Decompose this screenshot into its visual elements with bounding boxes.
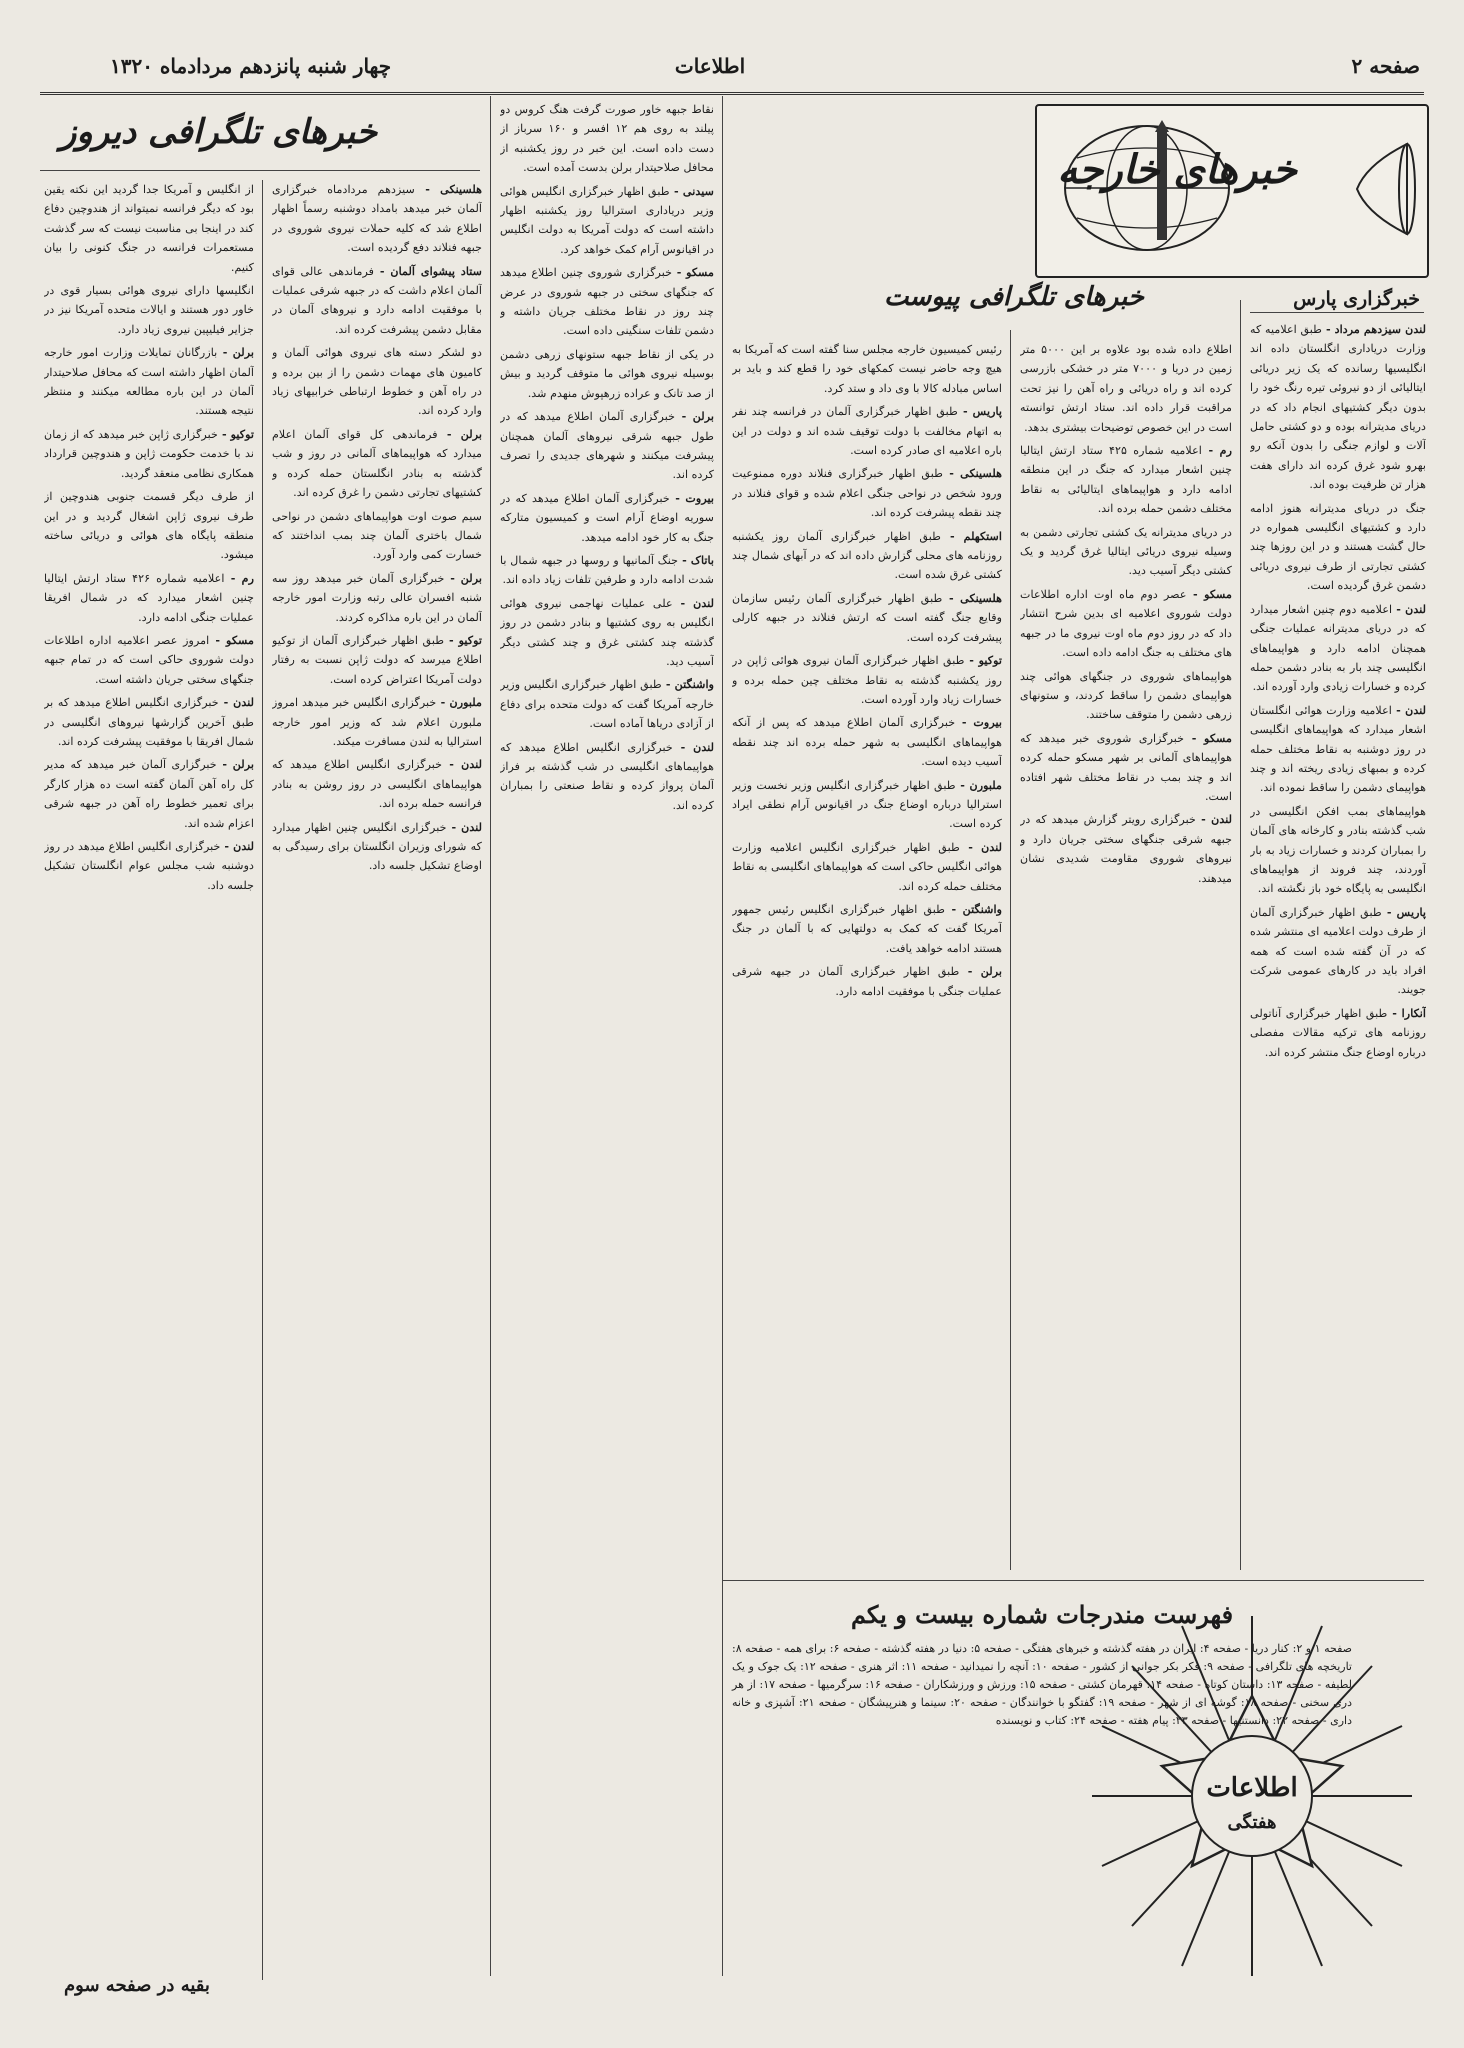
news-text: جنگ در دریای مدیترانه هنوز ادامه دارد و کشتیهای انگلیسی همواره در حال گشت هستند و در این روزها چند کشتی تجارتی از طرف نیروی دریائی دشمن غرق گردیده است.: [1250, 501, 1426, 593]
news-text: خبرگزاری انگلیس اطلاع میدهد که بر طبق آخرین گزارشها نیروهای انگلیسی در شمال افریقا با موفقیت پیشرفت کرده اند.: [44, 696, 254, 748]
news-dateline: لندن -: [672, 739, 714, 754]
news-text: جنگ آلمانیها و روسها در جبهه شمال با شدت ادامه دارد و طرفین تلفات زیاد داده اند.: [500, 553, 714, 587]
news-text: خبرگزاری شوروی خبر میدهد که هواپیماهای آلمانی بر شهر مسکو حمله کرده اند و چند بمب در نقاط مختلف شهر افتاده است.: [1020, 731, 1232, 803]
news-item: [1250, 1004, 1426, 1062]
news-item: [272, 631, 482, 689]
news-text: اعلامیه وزارت هوائی انگلستان اشعار میدارد که هواپیماهای انگلیسی در روز دوشنبه به نقاط مختلف حمله کرده و بمبهای زیادی ریخته اند و چند هواپیمای دشمن را ساقط نموده اند.: [1250, 703, 1426, 795]
weekly-logo-line1: اطلاعات: [1206, 1773, 1298, 1803]
news-text: خبرگزاری ژاپن خبر میدهد که از زمان ند با خدمت حکومت ژاپن و هندوچین قرارداد همکاری نظامی منعقد گردید.: [44, 427, 254, 480]
toc-body: صفحه ۱ و ۲: کنار دریا - صفحه ۴: ایران در هفته گذشته و خبرهای هفتگی - صفحه ۵: دنیا در هفته گذشته - صفحه ۶: برای همه - صفحه ۸: تاریخچه های تلگرافی - صفحه ۹: فکر بکر جوانی از کشور - صفحه ۱۰: آنچه را نمیدانید - صفحه ۱۱: اثر هنری - صفحه ۱۲: یک جوک و یک لطیفه - صفحه ۱۳: داستان کوتاه - صفحه ۱۴: قهرمان کشتی - صفحه ۱۵: ورزش و ورزشکاران - صفحه ۱۶: سرگرمیها - صفحه ۱۷: از هر دری سخنی - صفحه ۱۸: گوشه ای از شهر - صفحه ۱۹: گفتگو با خوانندگان - صفحه ۲۰: سینما و هنرپیشگان - صفحه ۲۱: آشپزی و خانه داری - صفحه ۲۲: دانستنیها - صفحه ۲۳: پیام هفته - صفحه ۲۴: کتاب و نویسنده: [732, 1642, 1353, 1727]
left-title-rule: [40, 170, 480, 171]
news-item: [732, 900, 1002, 958]
news-dateline: برلن -: [217, 345, 254, 360]
news-text: از انگلیس و آمریکا جدا گردید این نکته یقین بود که دیگر فرانسه نمیتواند از هندوچین دفاع کند در اینجا بی مناسبت نیست که سر گذشت مستعمرات فرانسه در جنگ کنونی را بیان کنیم.: [44, 183, 254, 274]
news-item: [44, 631, 254, 689]
news-dateline: توکیو -: [217, 426, 254, 441]
news-item: [272, 507, 482, 565]
news-item: [1250, 701, 1426, 798]
news-dateline: توکیو -: [444, 632, 482, 647]
news-dateline: توکیو -: [964, 653, 1002, 668]
news-dateline: ملبورن -: [436, 695, 482, 710]
column-rule: [1010, 330, 1011, 1570]
news-dateline: مسکو -: [1184, 730, 1232, 745]
news-dateline: واشنگتن -: [661, 677, 714, 692]
news-column-1: [1250, 320, 1426, 1570]
news-item: [1020, 441, 1232, 519]
news-item: [272, 755, 482, 813]
news-text: خبرگزاری آلمان خبر میدهد روز سه شنبه افسران عالی رتبه وزارت امور خارجه آلمان در این باره مذاکره کردند.: [272, 571, 482, 624]
news-text: انگلیسها دارای نیروی هوائی بسیار قوی در خاور دور هستند و ایالات متحده آمریکا نیز در جزایر فیلیپین نیروی زیاد دارد.: [44, 284, 254, 336]
column-rule: [1240, 300, 1241, 1570]
news-dateline: ملبورن -: [955, 777, 1002, 792]
news-item: [44, 343, 254, 421]
issue-date: چهار شنبه پانزدهم مردادماه ۱۳۲۰: [110, 54, 392, 78]
news-dateline: رم -: [1201, 443, 1232, 458]
news-column-6: [44, 180, 254, 1960]
news-item: [1250, 802, 1426, 899]
news-dateline: استکهلم -: [941, 528, 1002, 543]
news-dateline: آنکارا -: [1387, 1005, 1426, 1020]
news-item: [1250, 499, 1426, 596]
news-item: [732, 527, 1002, 585]
column-rule: [262, 180, 263, 1980]
news-item: [1020, 340, 1232, 437]
news-dateline: سیدنی -: [669, 183, 714, 198]
news-item: [500, 407, 714, 485]
news-item: [272, 693, 482, 751]
news-text: طبق اظهار خبرگزاری انگلیس وزیر نخست وزیر استرالیا درباره اوضاع جنگ در اقیانوس آرام نطقی ایراد کرده است.: [732, 778, 1002, 831]
news-text: طبق اظهار خبرگزاری آلمان در جبهه شرقی عملیات جنگی با موفقیت ادامه دارد.: [732, 965, 1002, 998]
news-dateline: لندن -: [1391, 702, 1426, 717]
news-text: طبق اظهار خبرگزاری آلمان از توکیو اطلاع میرسد که دولت ژاپن نسبت به رفتار دولت آمریکا اعتراض کرده است.: [272, 633, 482, 686]
banner-title: خبرهای خارجه: [1057, 146, 1297, 193]
news-dateline: پاریس -: [1381, 904, 1426, 919]
news-item: [500, 182, 714, 260]
news-text: طبق اظهار خبرگزاری انگلیس هوائی وزیر دریاداری استرالیا روز یکشنبه اظهار داشته است که دولت آمریکا به دولت انگلیس در اقیانوس آرام کمک خواهد کرد.: [500, 184, 714, 256]
news-text: بازرگانان تمایلات وزارت امور خارجه آلمان اظهار داشته است که محافل صلاحیتدار آلمان در این باره مطالعه میکنند و منتظر نتیجه هستند.: [44, 346, 254, 418]
news-text: سیم صوت اوت هواپیماهای دشمن در نواحی شمال باختری آلمان چند بمب انداختند که خسارت کمی وارد آورد.: [272, 509, 482, 562]
news-text: طبق اظهار خبرگزاری فنلاند دوره ممنوعیت ورود شخص در نواحی جنگی اعلام شده و قوای فنلاند در چند نقطه پیشرفت کرده اند.: [732, 467, 1002, 520]
news-dateline: لندن -: [446, 819, 482, 834]
news-item: [44, 180, 254, 277]
news-dateline: ستاد پیشوای آلمان -: [374, 263, 482, 278]
news-text: خبرگزاری شوروی چنین اطلاع میدهد که جنگهای سختی در جبهه شوروی در عرض چند روز در نقاط مختلف جریان داشته و دشمن تلفات سنگینی داده است.: [500, 266, 714, 338]
news-column-3: [732, 340, 1002, 1570]
news-item: [732, 713, 1002, 771]
news-item: [500, 345, 714, 403]
news-item: [500, 594, 714, 672]
news-text: طبق اظهار خبرگزاری آلمان در فرانسه چند نفر به اتهام مخالفت با دولت توقیف شده اند و دولت در این باره اعلامیه ای صادر کرده است.: [732, 405, 1002, 458]
news-text: خبرگزاری رویتر گزارش میدهد که در جبهه شرقی جنگهای سختی جریان دارد و نیروهای شوروی مقاومت شدیدی نشان میدهند.: [1020, 813, 1232, 885]
news-item: [44, 425, 254, 483]
news-item: [1250, 903, 1426, 1000]
news-item: [732, 402, 1002, 460]
news-text: طبق اظهار خبرگزاری آلمان رئیس سازمان وقایع جنگ گفته است که ارتش فنلاند در جبهه کارلی پیشرفت کرده است.: [732, 591, 1002, 644]
news-dateline: بیروت -: [955, 715, 1002, 730]
news-dateline: واشنگتن -: [945, 901, 1002, 916]
news-dateline: لندن -: [672, 595, 714, 610]
news-text: اعلامیه شماره ۴۲۵ ستاد ارتش ایتالیا چنین اشعار میدارد که جنگ در این منطقه ادامه دارد و هواپیماهای ایتالیائی به نقاط مختلف دشمن حمله برده اند.: [1020, 444, 1232, 516]
gramophone-horn-icon: [1347, 124, 1417, 254]
news-dateline: هلسینکی -: [414, 182, 482, 196]
news-item: [732, 651, 1002, 709]
news-item: [500, 100, 714, 178]
news-item: [500, 263, 714, 341]
news-column-4: [500, 100, 714, 1980]
news-item: [1020, 523, 1232, 581]
news-item: [500, 738, 714, 816]
news-item: [732, 589, 1002, 647]
news-item: [732, 838, 1002, 896]
column-rule: [490, 96, 491, 1976]
news-item: [500, 551, 714, 590]
news-item: [272, 343, 482, 421]
news-text: فرماندهی عالی قوای آلمان اعلام داشت که در جبهه شرقی عملیات با موفقیت ادامه دارد و نیروهای آلمان در مقابل دشمن پیشرفت کرده اند.: [272, 264, 482, 336]
news-item: [44, 693, 254, 751]
paper-name: اطلاعات: [674, 54, 746, 78]
news-item: [1020, 729, 1232, 807]
news-text: طبق اظهار خبرگزاری آلمان روز یکشنبه روزنامه های محلی گزارش داده اند که در آبهای شمال چند کشتی غرق شده است.: [732, 529, 1002, 582]
news-text: طبق اظهار خبرگزاری انگلیس وزیر خارجه آمریکا گفت که دولت متحده برای دفاع از آزادی دریاها آماده است.: [500, 678, 714, 731]
news-text: اطلاع داده شده بود علاوه بر این ۵۰۰۰ متر زمین در دریا و ۷۰۰۰ متر در خشکی بازرسی کرده اند و راه دریائی و راه آهن را نیز تحت مراقبت قرار داده اند. ستاد ارتش توانسته است در این خصوص توضیحات بیشتری بدهد.: [1020, 343, 1232, 434]
news-item: [272, 180, 482, 258]
news-dateline: لندن -: [1195, 812, 1232, 827]
news-text: طبق اظهار خبرگزاری انگلیس اعلامیه وزارت هوائی انگلیس حاکی است که هواپیماهای انگلیسی به نقاط مختلف حمله کرده اند.: [732, 840, 1002, 893]
news-text: هواپیماهای بمب افکن انگلیسی در شب گذشته بنادر و کارخانه های آلمان را بمباران کردند و خسارات زیاد به بار آوردند، چند فروند از هواپیماهای انگلیسی به پایگاه خود باز نگشته اند.: [1250, 804, 1426, 896]
news-text: نقاط جبهه خاور صورت گرفت هنگ کروس دو پیلند به روی هم ۱۲ افسر و ۱۶۰ سرباز از دست داده است. این خبر در روز یکشنبه از محافل صلاحیتدار برلن بدست آمده است.: [500, 103, 714, 175]
continued-note: بقیه در صفحه سوم: [64, 1975, 210, 1996]
news-dateline: هلسینکی -: [942, 590, 1002, 605]
news-item: [272, 818, 482, 876]
news-item: [732, 340, 1002, 398]
news-text: سیزدهم مردادماه خبرگزاری آلمان خبر میدهد بامداد دوشنبه رسماً اظهار اطلاع شد که کلیه حملات نیروی شوروی در جبهه فنلاند دفع گردیده است.: [272, 183, 482, 255]
news-text: خبرگزاری انگلیس چنین اظهار میدارد که شورای وزیران انگلستان برای رسیدگی به اوضاع تشکیل جلسه داد.: [272, 820, 482, 873]
news-text: از طرف دیگر قسمت جنوبی هندوچین از طرف نیروی ژاپن اشغال گردید و در این منطقه پایگاه های هوائی و دریائی ساخته میشود.: [44, 490, 254, 562]
news-text: خبرگزاری انگلیس اطلاع میدهد در روز دوشنبه شب مجلس عوام انگلستان تشکیل جلسه داد.: [44, 840, 254, 892]
news-text: عصر دوم ماه اوت اداره اطلاعات دولت شوروی اعلامیه ای بدین شرح انتشار داد که در روز دوم ماه اوت نیروی ما در جبهه های مختلف به جنگ ادامه داده است.: [1020, 587, 1232, 660]
news-text: خبرگزاری انگلیس اطلاع میدهد که هواپیماهای انگلیسی در روز روشن به بنادر فرانسه حمله برده اند.: [272, 758, 482, 811]
news-text: طبق اظهار خبرگزاری آلمان نیروی هوائی ژاپن در روز یکشنبه گذشته به نقاط مختلف چین حمله برده و خسارات زیاد وارد آورده است.: [732, 654, 1002, 706]
right-section-title: خبرهای تلگرافی پیوست: [883, 282, 1144, 312]
news-text: طبق اظهار خبرگزاری انگلیس رئیس جمهور آمریکا گفت که کمک به دولتهایی که با آلمان در جنگ هستند ادامه خواهد یافت.: [732, 902, 1002, 955]
agency-label: خبرگزاری پارس: [1293, 288, 1420, 310]
news-column-2: [1020, 340, 1232, 1570]
news-dateline: برلن -: [444, 570, 482, 585]
news-text: علی عملیات نهاجمی نیروی هوائی انگلیس به روی کشتیها و بنادر دشمن در روز گذشته چند کشتی غرق و چند کشتی دیگر آسیب دید.: [500, 596, 714, 668]
news-item: [732, 962, 1002, 1001]
news-item: [272, 569, 482, 627]
weekly-logo-line2: هفتگی: [1227, 1812, 1277, 1833]
news-dateline: باتاک -: [678, 552, 714, 567]
news-item: [1020, 667, 1232, 725]
news-dateline: مسکو -: [1186, 586, 1232, 601]
news-dateline: مسکو -: [209, 632, 254, 647]
news-text: خبرگزاری آلمان اطلاع میدهد که پس از آنکه هواپیماهای انگلیسی به شهر حمله برده اند چند نقطه آسیب دیده است.: [732, 716, 1002, 769]
page-number: صفحه ۲: [1351, 54, 1420, 78]
news-item: [272, 425, 482, 503]
news-text: هواپیماهای شوروی در جنگهای هوائی چند هواپیمای دشمن را ساقط کردند، و ستونهای زرهی دشمن را متوقف ساختند.: [1020, 669, 1232, 722]
news-text: خبرگزاری انگلیس اطلاع میدهد که هواپیماهای انگلیسی در شب گذشته بر فراز آلمان پرواز کرده و نقاط صنعتی را بمباران کرده اند.: [500, 740, 714, 812]
news-text: فرماندهی کل قوای آلمان اعلام میدارد که هواپیماهای آلمانی در روز و شب گذشته به بنادر انگلستان حمله کرده و کشتیهای تجارتی دشمن را غرق کرده اند.: [272, 427, 482, 500]
column-rule: [722, 96, 723, 1976]
news-item: [1020, 585, 1232, 663]
news-dateline: برلن -: [675, 409, 714, 424]
news-text: طبق اظهار خبرگزاری آلمان از طرف دولت اعلامیه ای منتشر شده که در آن گفته شده است که همه افراد باید در کارهای عمومی شرکت جویند.: [1250, 905, 1426, 997]
news-item: [44, 281, 254, 339]
news-item: [732, 776, 1002, 834]
news-item: [272, 262, 482, 340]
news-text: در یکی از نقاط جبهه ستونهای زرهی دشمن بوسیله نیروی هوائی ما متوقف گردید و بیش از صد تانک و عراده زرهپوش منهدم شد.: [500, 347, 714, 400]
news-dateline: لندن -: [959, 839, 1002, 854]
news-text: خبرگزاری انگلیس خبر میدهد امروز ملبورن اعلام شد که وزیر امور خارجه استرالیا به لندن مسافرت میکند.: [272, 696, 482, 748]
news-dateline: لندن -: [442, 757, 482, 772]
news-dateline: مسکو -: [672, 265, 714, 280]
news-text: طبق اعلامیه که وزارت دریاداری انگلستان داده اند انگلیسیها رسانده که یک زیر دریائی ایتالیائی از دو نیروئی تیره رنگ خود را بدون دیگر کشتیهای انجام داد که در دریای مدیترانه بوده و دو کشتی حامل آلات و لوازم جنگی را بدون آنکه رو بهرو شود غرق کرده اند دارای هفت هزار تن ظرفیت بوده اند.: [1250, 323, 1426, 492]
news-item: [732, 464, 1002, 522]
news-item: [44, 569, 254, 627]
news-dateline: لندن -: [1392, 601, 1426, 616]
news-item: [500, 489, 714, 547]
news-text: در دریای مدیترانه یک کشتی تجارتی دشمن به وسیله نیروی دریائی ایتالیا غرق گردید و یک کشتی دیگر آسیب دید.: [1020, 525, 1232, 578]
foreign-news-banner: [1035, 104, 1429, 278]
news-dateline: هلسینکی -: [943, 466, 1002, 481]
news-text: خبرگزاری آلمان اطلاع میدهد که در طول جبهه شرقی نیروهای آلمان همچنان پیشرفت میکنند و شهرهای جدیدی را تصرف کرده اند.: [500, 410, 714, 482]
news-text: امروز عصر اعلامیه اداره اطلاعات دولت شوروی حاکی است که در تمام جبهه جنگهای سختی جریان داشته است.: [44, 633, 254, 686]
news-text: اعلامیه دوم چنین اشعار میدارد که در دریای مدیترانه عملیات جنگی همچنان ادامه دارد و هواپیماهای انگلیسی چند بار به بنادر دشمن حمله کرده و خسارات زیادی وارد آورده اند.: [1250, 602, 1426, 694]
news-dateline: برلن -: [959, 964, 1002, 979]
agency-rule: [1250, 312, 1424, 313]
news-item: [44, 487, 254, 565]
news-item: [1250, 600, 1426, 697]
news-item: [1250, 320, 1426, 495]
news-column-5: [272, 180, 482, 1980]
news-item: [44, 837, 254, 895]
news-dateline: برلن -: [216, 757, 254, 772]
news-dateline: لندن سیزدهم مرداد -: [1322, 322, 1426, 336]
news-item: [44, 755, 254, 833]
news-text: طبق اظهار خبرگزاری آناتولی روزنامه های ترکیه مقالات مفصلی درباره اوضاع جنگ منتشر کرده اند.: [1250, 1006, 1426, 1059]
header-rule: [40, 92, 1424, 95]
news-dateline: بیروت -: [669, 490, 714, 505]
news-dateline: رم -: [224, 570, 254, 585]
news-text: رئیس کمیسیون خارجه مجلس سنا گفته است که آمریکا به هیچ وجه حاضر نیست کمکهای خود را قطع کند و باید بر اساس مبادله کالا با وی داد و ستد کرد.: [732, 343, 1002, 395]
news-text: دو لشکر دسته های نیروی هوائی آلمان و کامیون های مهمات دشمن را از بین برده و در راه آهن و خطوط ارتباطی خرابیهای زیاد وارد کرده اند.: [272, 346, 482, 418]
toc-top-rule: [722, 1580, 1424, 1581]
news-dateline: پاریس -: [957, 404, 1002, 419]
news-dateline: لندن -: [218, 695, 254, 710]
news-text: خبرگزاری آلمان خبر میدهد که مدیر کل راه آهن آلمان گفته است ده هزار کارگر برای تعمیر خطوط راه آهن در جبهه شرقی اعزام شده اند.: [44, 758, 254, 830]
left-section-title: خبرهای تلگرافی دیروز: [60, 112, 378, 152]
news-dateline: لندن -: [220, 839, 254, 853]
toc-title: فهرست مندرجات شماره بیست و یکم: [850, 1600, 1234, 1629]
news-item: [500, 675, 714, 733]
news-text: خبرگزاری آلمان اطلاع میدهد که در سوریه اوضاع آرام است و کمیسیون متارکه جنگ به کار خود ادامه میدهد.: [500, 491, 714, 544]
news-item: [1020, 810, 1232, 888]
news-text: اعلامیه شماره ۴۲۶ ستاد ارتش ایتالیا چنین اشعار میدارد که در شمال افریقا عملیات جنگی ادامه دارد.: [44, 571, 254, 624]
news-dateline: برلن -: [437, 426, 482, 441]
